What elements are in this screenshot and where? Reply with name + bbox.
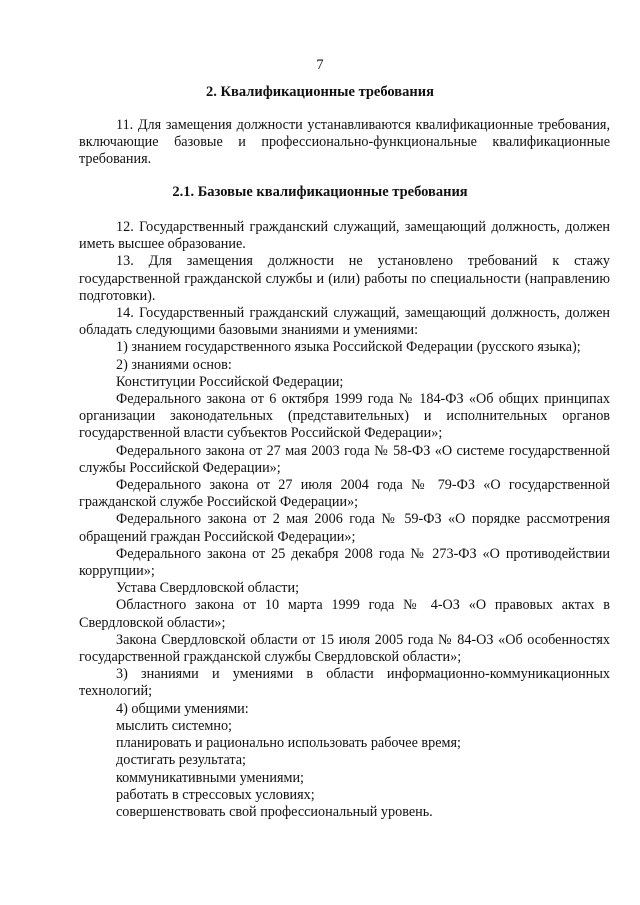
paragraph-13: 13. Для замещения должности не установлено требований к стажу государственной гражданской службы и (или) работы по специальности (направлению подготовки).	[79, 253, 610, 304]
law-59-fz: Федерального закона от 2 мая 2006 года № 59-ФЗ «О порядке рассмотрения обращений граждан Российской Федерации»;	[79, 511, 610, 545]
list-item-ict: 3) знаниями и умениями в области информационно-коммуникационных технологий;	[79, 666, 610, 700]
law-79-fz: Федерального закона от 27 июля 2004 года № 79-ФЗ «О государственной гражданской службе Российской Федерации»;	[79, 477, 610, 511]
skill-item: совершенствовать свой профессиональный уровень.	[116, 803, 433, 820]
law-184-fz: Федерального закона от 6 октября 1999 года № 184-ФЗ «Об общих принципах организации законодательных (представительных) и исполнительных органов государственной власти субъектов Российской Федерации»;	[79, 391, 610, 442]
skill-item: достигать результата;	[116, 752, 246, 769]
section-heading: 2. Квалификационные требования	[206, 84, 434, 100]
list-item-language: 1) знанием государственного языка Российской Федерации (русского языка);	[116, 339, 581, 356]
law-constitution: Конституции Российской Федерации;	[116, 373, 344, 390]
law-4-oz: Областного закона от 10 марта 1999 года № 4-ОЗ «О правовых актах в Свердловской области»;	[79, 597, 610, 631]
skill-item: работать в стрессовых условиях;	[116, 786, 315, 803]
page-number: 7	[316, 57, 324, 73]
law-273-fz: Федерального закона от 25 декабря 2008 года № 273-ФЗ «О противодействии коррупции»;	[79, 545, 610, 580]
law-84-oz: Закона Свердловской области от 15 июля 2005 года № 84-ОЗ «Об особенностях государственной гражданской службы Свердловской области»;	[79, 631, 610, 666]
skill-item: планировать и рационально использовать рабочее время;	[116, 735, 461, 752]
skill-item: мыслить системно;	[116, 717, 232, 734]
subsection-heading: 2.1. Базовые квалификационные требования	[172, 184, 468, 200]
subsection-body	[79, 219, 610, 821]
law-58-fz: Федерального закона от 27 мая 2003 года № 58-ФЗ «О системе государственной службы Российской Федерации»;	[79, 442, 610, 476]
list-item-basics: 2) знаниями основ:	[116, 356, 232, 373]
paragraph-14: 14. Государственный гражданский служащий, замещающий должность, должен обладать следующими базовыми знаниями и умениями:	[79, 305, 610, 339]
paragraph-12: 12. Государственный гражданский служащий, замещающий должность, должен иметь высшее образование.	[79, 219, 610, 253]
section-body	[79, 117, 610, 169]
list-item-general-skills: 4) общими умениями:	[116, 700, 249, 717]
paragraph-11: 11. Для замещения должности устанавливаются квалификационные требования, включающие базовые и профессионально-функциональные квалификационные требования.	[79, 117, 610, 168]
skill-item: коммуникативными умениями;	[116, 769, 304, 786]
law-charter-sverdlovsk: Устава Свердловской области;	[116, 580, 300, 597]
